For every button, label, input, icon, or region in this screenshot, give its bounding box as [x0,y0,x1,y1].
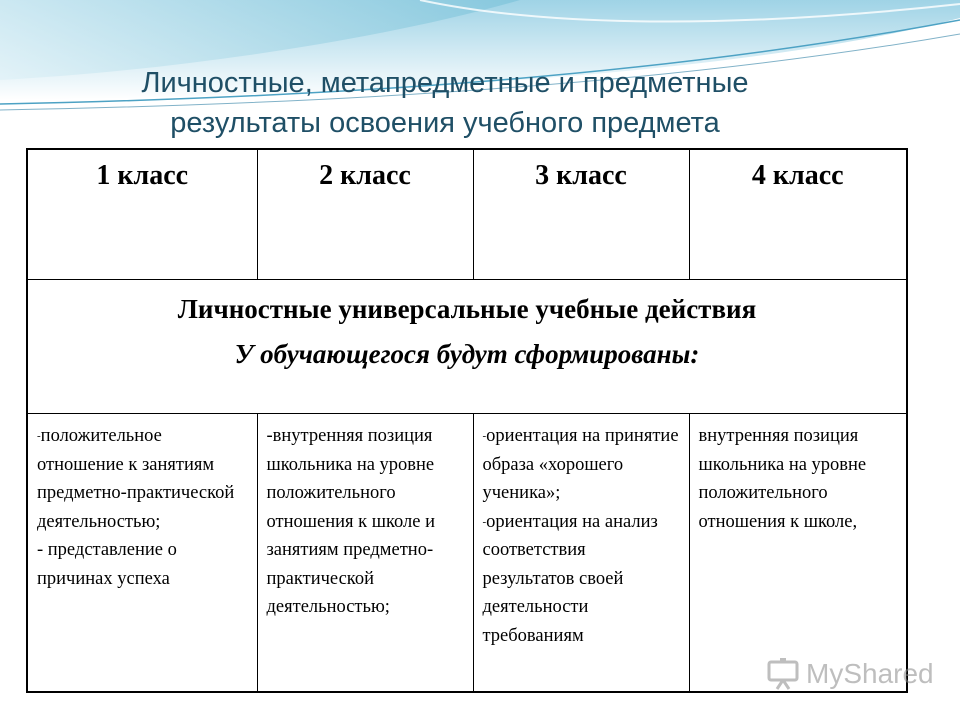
watermark [766,654,936,694]
watermark-text: MyShared [806,658,934,689]
bullet-dash: - [37,430,41,442]
section-heading-cell [27,280,907,414]
section-title: Личностные универсальные учебные действия [177,294,757,324]
header-class-1: 1 класс [27,149,257,280]
paragraph-text: ориентация на принятие образа «хорошего ученика»; [482,426,679,503]
content-row [27,414,907,693]
section-subtitle: У обучающегося будут сформированы: [234,339,700,369]
header-class-3: 3 класс [473,149,689,280]
presentation-board-icon [766,657,800,691]
slide-title-line2: результаты освоения учебного предмета [170,107,720,139]
bullet-dash: - [482,515,487,528]
content-paragraph [37,422,249,536]
paragraph-text: внутренняя позиция школьника на уровне положительного отношения к школе, [698,426,867,532]
paragraph-text: ориентация на анализ соответствия результатов своей деятельности требованиям [482,511,658,646]
content-paragraph [37,536,249,593]
content-paragraph [483,508,681,651]
results-table [26,148,908,693]
content-cell-class-1 [27,414,257,693]
header-class-4: 4 класс [689,149,907,280]
content-paragraph [699,422,899,536]
paragraph-text: положительное отношение к занятиям предметно-практической деятельностью; [37,426,235,532]
section-row [27,280,907,414]
content-cell-class-2 [257,414,473,693]
content-cell-class-3 [473,414,689,693]
content-paragraph [267,422,465,622]
bullet-dash: - [482,430,487,442]
slide-title [40,62,920,144]
paragraph-text: -внутренняя позиция школьника на уровне положительного отношения к школе и занятиям предметно-практической деятельностью; [266,426,436,617]
header-row [27,149,907,280]
header-class-2: 2 класс [257,149,473,280]
slide-title-line1: Личностные, метапредметные и предметные [141,67,749,99]
paragraph-text: - представление о причинах успеха [37,540,177,589]
content-paragraph [483,422,681,508]
content-cell-class-4 [689,414,907,693]
